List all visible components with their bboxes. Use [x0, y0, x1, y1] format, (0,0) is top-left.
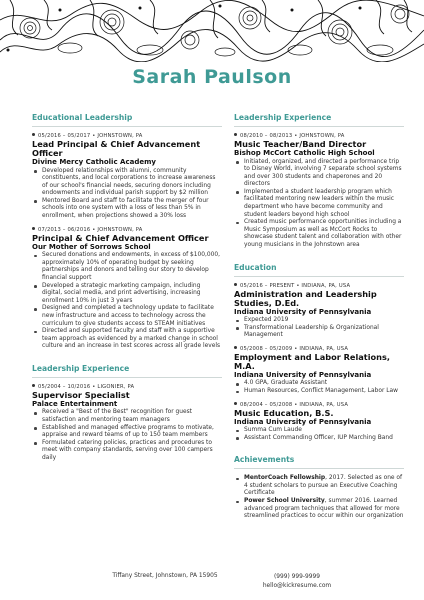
- bullet-text: , 2017. Selected as one of 4 student scholars to pursue an Executive Coaching Certificate: [244, 475, 403, 497]
- bullet-item: 4.0 GPA, Graduate Assistant: [234, 380, 404, 388]
- bullet-item: Summa Cum Laude: [234, 427, 404, 435]
- bullet-text: , summer 2016. Learned advanced program techniques that allowed for more streamlined practices to occur within our organization: [244, 498, 404, 520]
- entry-organization: Divine Mercy Catholic Academy: [32, 158, 156, 166]
- section-title: Educational Leadership: [32, 113, 222, 127]
- entry-meta-text: 05/2004 – 10/2016 • LIGONIER, PA: [38, 383, 135, 390]
- resume-entry: [32, 133, 222, 221]
- bullet-item: Created music performance opportunities including a Music Symposium as well as McCort Rocks to showcase student talent and collaboration with other young musicians in the Johnstown area: [234, 219, 404, 249]
- entry-organization: Indiana University of Pennsylvania: [234, 307, 372, 316]
- phone-text: (999) 999-9999: [273, 574, 321, 580]
- left-column: [32, 113, 222, 476]
- resume-entry: [32, 227, 222, 351]
- bullet-dot-icon: [234, 346, 237, 349]
- entry-title: Lead Principal & Chief Advancement Officer: [32, 139, 201, 158]
- contact-block: [262, 573, 332, 590]
- entry-organization: Our Mother of Sorrows School: [32, 242, 151, 251]
- bullet-bold-text: MentorCoach Fellowship: [244, 475, 326, 482]
- floral-line-art-icon: [0, 0, 424, 62]
- section-title: Leadership Experience: [32, 364, 222, 378]
- bullet-item: [234, 475, 404, 498]
- entry-meta-text: 05/2016 – PRESENT • INDIANA, PA, USA: [240, 282, 351, 289]
- entry-title: Employment and Labor Relations, M.A.: [234, 351, 390, 371]
- bullet-item: Developed a strategic marketing campaign, including digital, social media, and print advertising, increasing enrollment 10% in just 3 years: [32, 283, 222, 306]
- bullet-bold-text: Power School University: [244, 498, 325, 505]
- bullet-dot-icon: [234, 283, 237, 286]
- entry-meta-text: 08/2004 – 05/2008 • INDIANA, PA, USA: [240, 401, 349, 408]
- bullet-item: Implemented a student leadership program which facilitated mentoring new leaders within the music department who have become community and student leaders beyond high school: [234, 189, 404, 219]
- resume-entry: [32, 384, 222, 463]
- entry-bullets: [234, 475, 404, 521]
- entry-meta-text: 07/2013 – 06/2016 • JOHNSTOWN, PA: [38, 226, 143, 233]
- floral-banner: [0, 0, 424, 62]
- bullet-item: Established and managed effective programs to motivate, appraise and reward teams of up to 150 team members: [32, 425, 222, 440]
- bullet-item: Received a "Best of the Best" recognition for guest satisfaction and mentoring team managers: [32, 409, 222, 424]
- bullet-dot-icon: [32, 133, 35, 136]
- entry-title: Administration and Leadership Studies, D.Ed.: [234, 288, 377, 308]
- resume-entry: [234, 283, 404, 340]
- email-link[interactable]: hello@kickresume.com: [262, 582, 332, 589]
- bullet-dot-icon: [32, 384, 35, 387]
- bullet-item: Designed and completed a technology update to facilitate new infrastructure and access to technology across the curriculum to give students access to STEAM initiatives: [32, 305, 222, 328]
- bullet-item: Mentored Board and staff to facilitate the merger of four schools into one system with a loss of less than 5% in enrollment, when projections showed a 30% loss: [32, 198, 222, 221]
- entry-meta-text: 05/2008 – 05/2009 • INDIANA, PA, USA: [240, 345, 349, 352]
- bullet-item: Expected 2019: [234, 317, 404, 325]
- resume-entry: [234, 475, 404, 521]
- resume-section: [32, 113, 222, 351]
- resume-entry: [234, 402, 404, 443]
- section-title: Achievements: [234, 455, 404, 469]
- bullet-item: [234, 498, 404, 521]
- entry-organization: Indiana University of Pennsylvania: [234, 370, 372, 379]
- bullet-dot-icon: [32, 227, 35, 230]
- address-text: Tiffany Street, Johnstown, PA 15905: [112, 573, 218, 579]
- bullet-item: Human Resources, Conflict Management, Labor Law: [234, 388, 404, 396]
- entry-bullets: [234, 159, 404, 250]
- resume-section: [234, 263, 404, 443]
- entry-meta-text: 05/2016 – 05/2017 • JOHNSTOWN, PA: [38, 133, 143, 139]
- entry-title: Principal & Chief Advancement Officer: [32, 232, 209, 243]
- entry-bullets: [32, 168, 222, 221]
- bullet-item: Assistant Commanding Officer, IUP Marching Band: [234, 435, 404, 443]
- bullet-item: Secured donations and endowments, in excess of $100,000, approximately 10% of operating budget by seeking partnerships and donors and telling our story to develop financial support: [32, 252, 222, 282]
- entry-bullets: [234, 317, 404, 340]
- section-title: Leadership Experience: [234, 113, 404, 127]
- entry-bullets: [32, 409, 222, 462]
- entry-bullets: [234, 380, 404, 395]
- bullet-dot-icon: [234, 402, 237, 405]
- bullet-item: Directed and supported faculty and staff with a supportive team approach as evidenced by a marked change in school culture and an increase in test scores across all grade levels: [32, 328, 222, 351]
- entry-title: Music Teacher/Band Director: [234, 139, 367, 149]
- bullet-item: Initiated, organized, and directed a performance trip to Disney World, involving 7 separate school systems and over 300 students and chaperones and 20 directors: [234, 159, 404, 189]
- entry-meta-text: 08/2010 – 08/2013 • JOHNSTOWN, PA: [240, 133, 345, 139]
- entry-title: Supervisor Specialist: [32, 389, 130, 400]
- entry-organization: Indiana University of Pennsylvania: [234, 417, 372, 426]
- resume-section: [32, 364, 222, 463]
- section-title: Education: [234, 263, 404, 277]
- bullet-dot-icon: [234, 133, 237, 136]
- entry-organization: Bishop McCort Catholic High School: [234, 149, 375, 157]
- resume-entry: [234, 133, 404, 250]
- resume-entry: [234, 346, 404, 396]
- entry-organization: Palace Entertainment: [32, 399, 118, 408]
- entry-bullets: [32, 252, 222, 351]
- resume-section: [234, 113, 404, 250]
- resume-section: [234, 455, 404, 521]
- entry-title: Music Education, B.S.: [234, 407, 334, 418]
- bullet-item: Formulated catering policies, practices and procedures to meet with company standards, serving over 100 campers daily: [32, 440, 222, 463]
- candidate-name: Sarah Paulson: [132, 66, 292, 88]
- bullet-item: Transformational Leadership & Organizational Management: [234, 325, 404, 340]
- right-column: [234, 113, 404, 534]
- bullet-item: Developed relationships with alumni, community constituents, and local corporations to increase awareness of our school's financial needs, securing donors including endowments and individual parish support by $2 million: [32, 168, 222, 198]
- entry-bullets: [234, 427, 404, 442]
